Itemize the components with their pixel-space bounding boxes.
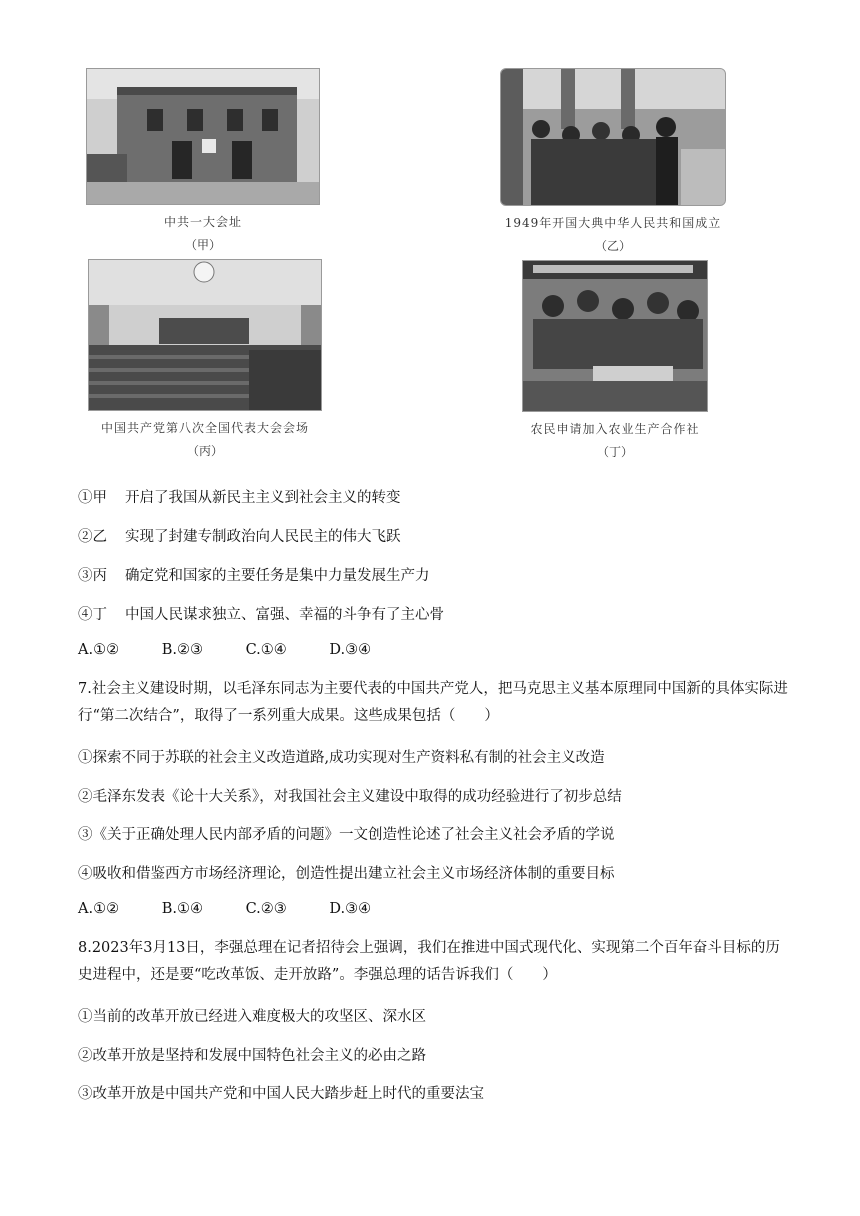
q6-statement-1-text: 开启了我国从新民主主义到社会主义的转变 xyxy=(125,490,401,506)
q7-options xyxy=(78,901,409,917)
q6-options xyxy=(78,642,409,658)
q7-stem: 7.社会主义建设时期，以毛泽东同志为主要代表的中国共产党人，把马克思主义基本原理同中国新的具体实际进行“第二次结合”，取得了一系列重大成果。这些成果包括（ ） xyxy=(78,681,788,724)
q7-option-d: D.③④ xyxy=(329,901,372,917)
q6-option-a: A.①② xyxy=(78,642,120,658)
photo-block-ding xyxy=(513,260,717,460)
q8-statement-1: ①当前的改革开放已经进入难度极大的攻坚区、深水区 xyxy=(78,1009,426,1025)
photo-caption-ding: 农民申请加入农业生产合作社 xyxy=(530,422,700,436)
q8-statement-2: ②改革开放是坚持和发展中国特色社会主义的必由之路 xyxy=(78,1048,426,1064)
q7-statement-1: ①探索不同于苏联的社会主义改造道路,成功实现对生产资料私有制的社会主义改造 xyxy=(78,750,605,766)
q7-option-c: C.②③ xyxy=(245,901,287,917)
photo-label-bing: （丙） xyxy=(186,444,223,458)
q6-option-d: D.③④ xyxy=(329,642,372,658)
photo-caption-bing: 中国共产党第八次全国代表大会会场 xyxy=(100,421,309,435)
q6-option-c: C.①④ xyxy=(245,642,287,658)
photo-label-jia: （甲） xyxy=(184,238,221,252)
photo-label-yi: （乙） xyxy=(594,239,631,253)
photo-caption-jia: 中共一大会址 xyxy=(163,215,242,229)
q7-statement-2: ②毛泽东发表《论十大关系》，对我国社会主义建设中取得的成功经验进行了初步总结 xyxy=(78,789,622,805)
photo-label-ding: （丁） xyxy=(596,445,633,459)
photo-caption-yi: 1949年开国大典中华人民共和国成立 xyxy=(504,216,722,230)
q6-statement-1-num: ①甲 xyxy=(78,490,107,506)
q6-statement-4-num: ④丁 xyxy=(78,607,107,623)
q7-statement-4: ④吸收和借鉴西方市场经济理论，创造性提出建立社会主义市场经济体制的重要目标 xyxy=(78,866,615,882)
q7-option-a: A.①② xyxy=(78,901,120,917)
q6-statement-1 xyxy=(78,486,401,507)
photo-block-jia xyxy=(86,68,320,253)
q6-statement-3-text: 确定党和国家的主要任务是集中力量发展生产力 xyxy=(125,568,430,584)
q6-statement-2 xyxy=(78,525,401,546)
q7-option-b: B.①④ xyxy=(161,901,203,917)
photo-party-congress-site xyxy=(86,68,320,205)
q6-statement-4 xyxy=(78,603,444,624)
q6-statement-3 xyxy=(78,564,430,585)
q6-option-b: B.②③ xyxy=(161,642,203,658)
q7-statement-3: ③《关于正确处理人民内部矛盾的问题》一文创造性论述了社会主义社会矛盾的学说 xyxy=(78,827,615,843)
q6-statement-2-text: 实现了封建专制政治向人民民主的伟大飞跃 xyxy=(125,529,401,545)
photo-eighth-congress-hall xyxy=(88,259,322,411)
q6-statement-2-num: ②乙 xyxy=(78,529,107,545)
q6-statement-4-text: 中国人民谋求独立、富强、幸福的斗争有了主心骨 xyxy=(125,607,444,623)
q6-statement-3-num: ③丙 xyxy=(78,568,107,584)
photo-block-yi xyxy=(500,68,726,254)
q8-stem: 8.2023年3月13日，李强总理在记者招待会上强调，我们在推进中国式现代化、实现第二个百年奋斗目标的历史进程中，还是要“吃改革饭、走开放路”。李强总理的话告诉我们（ ） xyxy=(78,940,780,983)
photo-founding-ceremony xyxy=(500,68,726,206)
photo-block-bing xyxy=(88,259,322,459)
q8-statement-3: ③改革开放是中国共产党和中国人民大踏步赶上时代的重要法宝 xyxy=(78,1086,484,1102)
photo-farmers-cooperative xyxy=(522,260,708,412)
